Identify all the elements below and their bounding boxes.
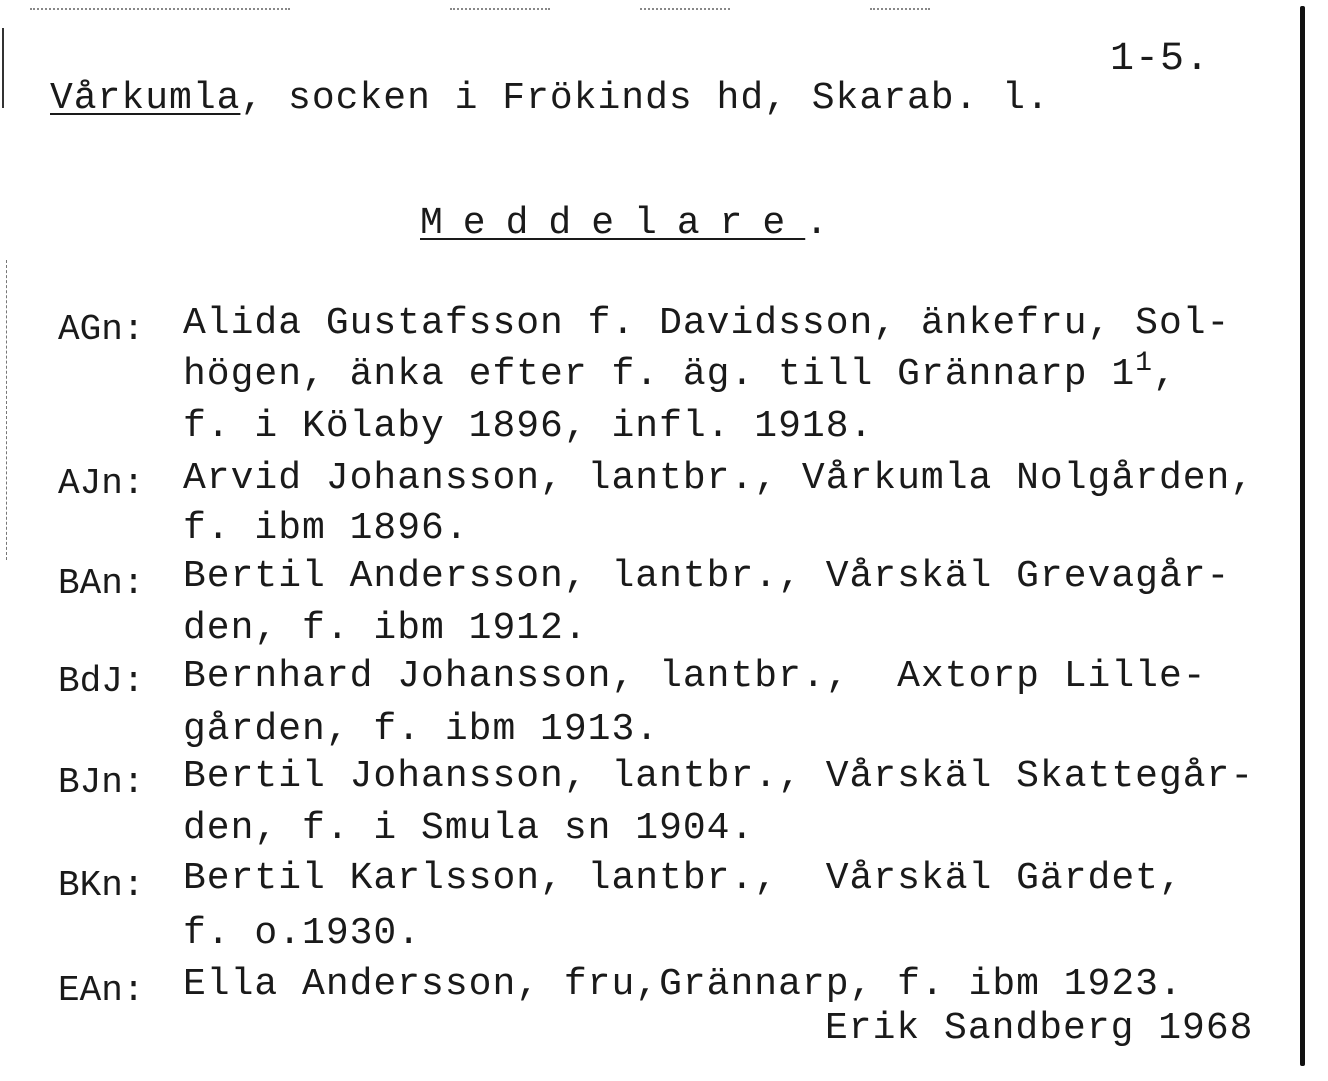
card-number: 1-5. [1110,37,1211,82]
card-left-edge [2,28,4,108]
entry-line: Alida Gustafsson f. Davidsson, änkefru, Sol- [183,302,1231,345]
header-line [50,77,1050,120]
entry-code: AJn: [58,463,145,504]
entry-line: den, f. ibm 1912. [183,607,588,650]
entry-line: f. o.1930. [183,912,422,955]
entry-code: AGn: [58,309,145,350]
parish-name: Vårkumla [50,77,241,120]
entry-code: BJn: [58,762,145,803]
section-title-punct: . [805,202,830,245]
entry-line: Bertil Karlsson, lantbr., Vårskäl Gärdet, [183,857,1183,900]
entry-line: f. i Kölaby 1896, infl. 1918. [183,405,874,448]
entry-line: Ella Andersson, fru,Grännarp, f. ibm 1923. [183,963,1183,1006]
entry-code: EAn: [58,970,145,1011]
entry-line [183,348,1177,396]
entry-code: BdJ: [58,661,145,702]
entry-line: Bernhard Johansson, lantbr., Axtorp Lille- [183,655,1207,698]
entry-line: Bertil Andersson, lantbr., Vårskäl Grevagår- [183,555,1231,598]
card-top-edge [30,8,290,12]
card-top-edge [870,8,930,12]
entry-line-tail: , [1152,353,1177,396]
card-top-edge [640,8,730,12]
section-title [420,202,830,245]
header-rest: , socken i Frökinds hd, Skarab. l. [240,77,1050,120]
signature: Erik Sandberg 1968 [825,1007,1254,1050]
entry-line: Arvid Johansson, lantbr., Vårkumla Nolgården, [183,457,1255,500]
section-title-text: Meddelare [420,202,806,245]
entry-line: Bertil Johansson, lantbr., Vårskäl Skattegår- [183,755,1255,798]
entry-line-text: högen, änka efter f. äg. till Grännarp 1 [183,353,1136,396]
entry-code: BKn: [58,865,145,906]
entry-line: gården, f. ibm 1913. [183,708,660,751]
entry-line: f. ibm 1896. [183,507,469,550]
entry-code: BAn: [58,563,145,604]
entry-line: den, f. i Smula sn 1904. [183,807,755,850]
superscript: 1 [1135,348,1153,379]
card-right-edge [1300,6,1305,1066]
card-top-edge [450,8,550,12]
card-left-edge-dashed [6,260,8,560]
